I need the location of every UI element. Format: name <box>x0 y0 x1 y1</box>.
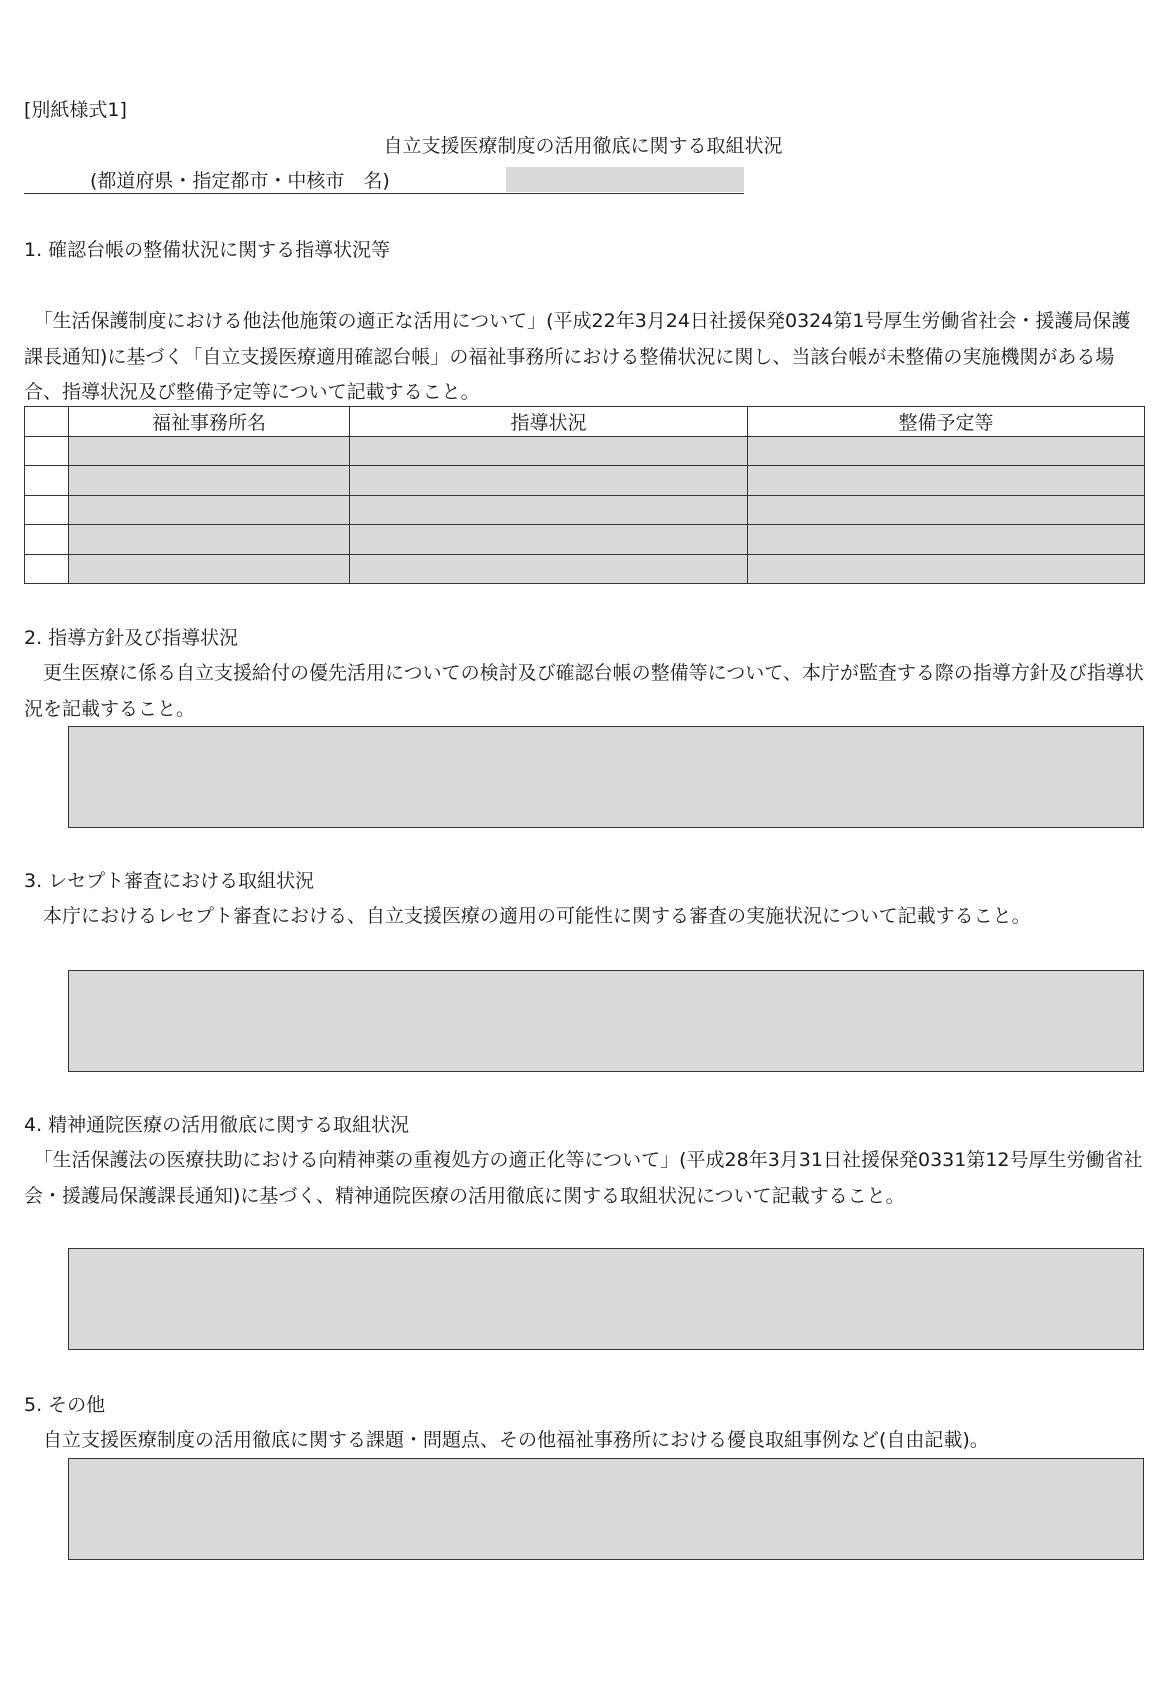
section-2-body: 更生医療に係る自立支援給付の優先活用についての検討及び確認台帳の整備等について、本庁が監査する際の指導方針及び指導状況を記載すること。 <box>24 662 1144 720</box>
table-row <box>25 495 1145 525</box>
planned-improvement-cell[interactable] <box>748 466 1145 496</box>
row-number-cell <box>25 525 69 555</box>
guidance-status-cell[interactable] <box>350 554 748 584</box>
section-5-body: 自立支援医療制度の活用徹底に関する課題・問題点、その他福祉事務所における優良取組事例など(自由記載)。 <box>24 1429 989 1451</box>
section-3-heading: 3. レセプト審査における取組状況 <box>24 870 315 892</box>
prefecture-label: (都道府県・指定都市・中核市 名) <box>90 170 390 192</box>
table-row <box>25 436 1145 466</box>
welfare-office-cell[interactable] <box>69 466 350 496</box>
guidance-status-cell[interactable] <box>350 436 748 466</box>
table-row <box>25 466 1145 496</box>
form-label: [別紙様式1] <box>24 99 127 121</box>
section-4-input-box[interactable] <box>68 1248 1144 1350</box>
planned-improvement-cell[interactable] <box>748 525 1145 555</box>
section-1-body: 「生活保護制度における他法他施策の適正な活用について」(平成22年3月24日社援保発0324第1号厚生労働省社会・援護局保護課長通知)に基づく「自立支援医療適用確認台帳」の福祉事務所における整備状況に関し、当該台帳が未整備の実施機関がある場合、指導状況及び整備予定等について記載すること。 <box>24 310 1131 403</box>
section-2-input-box[interactable] <box>68 726 1144 828</box>
section-4-body: 「生活保護法の医療扶助における向精神薬の重複処方の適正化等について」(平成28年3月31日社援保発0331第12号厚生労働省社会・援護局保護課長通知)に基づく、精神通院医療の活用徹底に関する取組状況について記載すること。 <box>24 1149 1143 1207</box>
guidance-status-cell[interactable] <box>350 495 748 525</box>
planned-improvement-cell[interactable] <box>748 436 1145 466</box>
guidance-status-cell[interactable] <box>350 466 748 496</box>
row-number-cell <box>25 554 69 584</box>
row-number-cell <box>25 495 69 525</box>
table-header-row <box>25 407 1145 437</box>
welfare-office-cell[interactable] <box>69 436 350 466</box>
table-row <box>25 525 1145 555</box>
row-number-cell <box>25 436 69 466</box>
welfare-office-cell[interactable] <box>69 554 350 584</box>
row-number-header <box>25 407 69 437</box>
section-5-heading: 5. その他 <box>24 1394 106 1416</box>
section-5-input-box[interactable] <box>68 1458 1144 1560</box>
header-planned-improvement: 整備予定等 <box>748 407 1145 437</box>
ledger-status-table <box>24 406 1145 584</box>
section-3-input-box[interactable] <box>68 970 1144 1072</box>
guidance-status-cell[interactable] <box>350 525 748 555</box>
row-number-cell <box>25 466 69 496</box>
planned-improvement-cell[interactable] <box>748 554 1145 584</box>
welfare-office-cell[interactable] <box>69 525 350 555</box>
welfare-office-cell[interactable] <box>69 495 350 525</box>
header-guidance-status: 指導状況 <box>350 407 748 437</box>
document-title: 自立支援医療制度の活用徹底に関する取組状況 <box>383 135 783 157</box>
header-welfare-office: 福祉事務所名 <box>69 407 350 437</box>
section-2-heading: 2. 指導方針及び指導状況 <box>24 627 239 649</box>
prefecture-underline <box>24 193 744 194</box>
table-row <box>25 554 1145 584</box>
section-4-heading: 4. 精神通院医療の活用徹底に関する取組状況 <box>24 1114 410 1136</box>
prefecture-name-field[interactable] <box>506 167 744 192</box>
planned-improvement-cell[interactable] <box>748 495 1145 525</box>
section-3-body: 本庁におけるレセプト審査における、自立支援医療の適用の可能性に関する審査の実施状況について記載すること。 <box>24 905 1031 927</box>
section-1-heading: 1. 確認台帳の整備状況に関する指導状況等 <box>24 239 391 261</box>
